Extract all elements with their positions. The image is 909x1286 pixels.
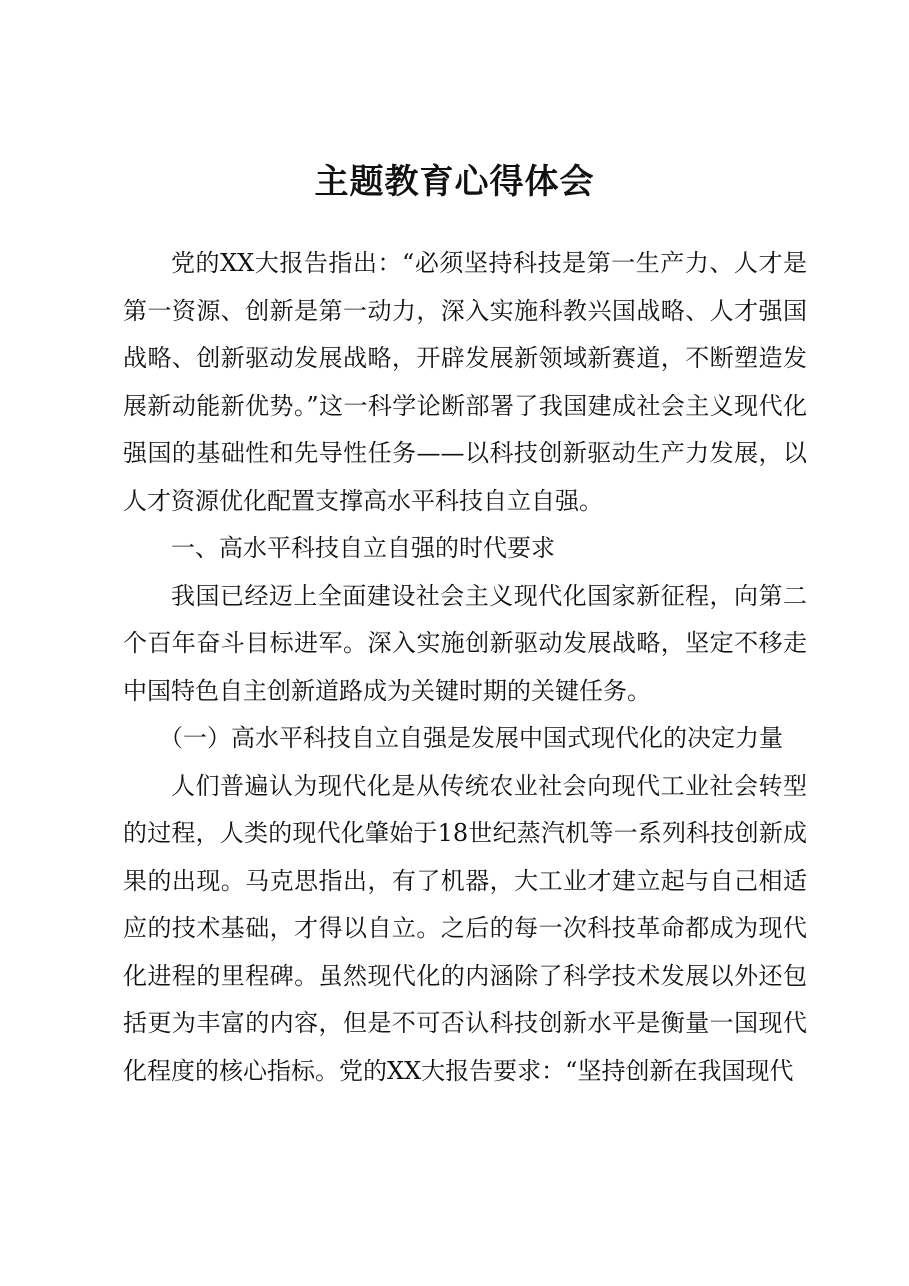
subsection-heading-1: （一）高水平科技自立自强是发展中国式现代化的决定力量 xyxy=(159,724,783,752)
paragraph-subsection-1: 人们普遍认为现代化是从传统农业社会向现代工业社会转型的过程，人类的现代化肇始于18世纪蒸汽机等一系列科技创新成果的出现。马克思指出，有了机器，大工业才建立起与自己相适应的技术基础，才得以自立。之后的每一次科技革命都成为现代化进程的里程碑。虽然现代化的内涵除了科学技术发展以外还包括更为丰富的内容，但是不可否认科技创新水平是衡量一国现代化程度的核心指标。党的XX大报告要求：“坚持创新在我国现代 xyxy=(123,771,807,1085)
paragraph-section-1: 我国已经迈上全面建设社会主义现代化国家新征程，向第二个百年奋斗目标进军。深入实施创新驱动发展战略，坚定不移走中国特色自主创新道路成为关键时期的关键任务。 xyxy=(123,581,807,705)
section-heading-1: 一、高水平科技自立自强的时代要求 xyxy=(171,534,555,562)
paragraph-intro: 党的XX大报告指出：“必须坚持科技是第一生产力、人才是第一资源、创新是第一动力，深入实施科教兴国战略、人才强国战略、创新驱动发展战略，开辟发展新领域新赛道，不断塑造发展新动能新优势。”这一科学论断部署了我国建成社会主义现代化强国的基础性和先导性任务——以科技创新驱动生产力发展，以人才资源优化配置支撑高水平科技自立自强。 xyxy=(123,249,807,515)
document-title: 主题教育心得体会 xyxy=(314,162,595,202)
document-body xyxy=(123,240,807,1095)
